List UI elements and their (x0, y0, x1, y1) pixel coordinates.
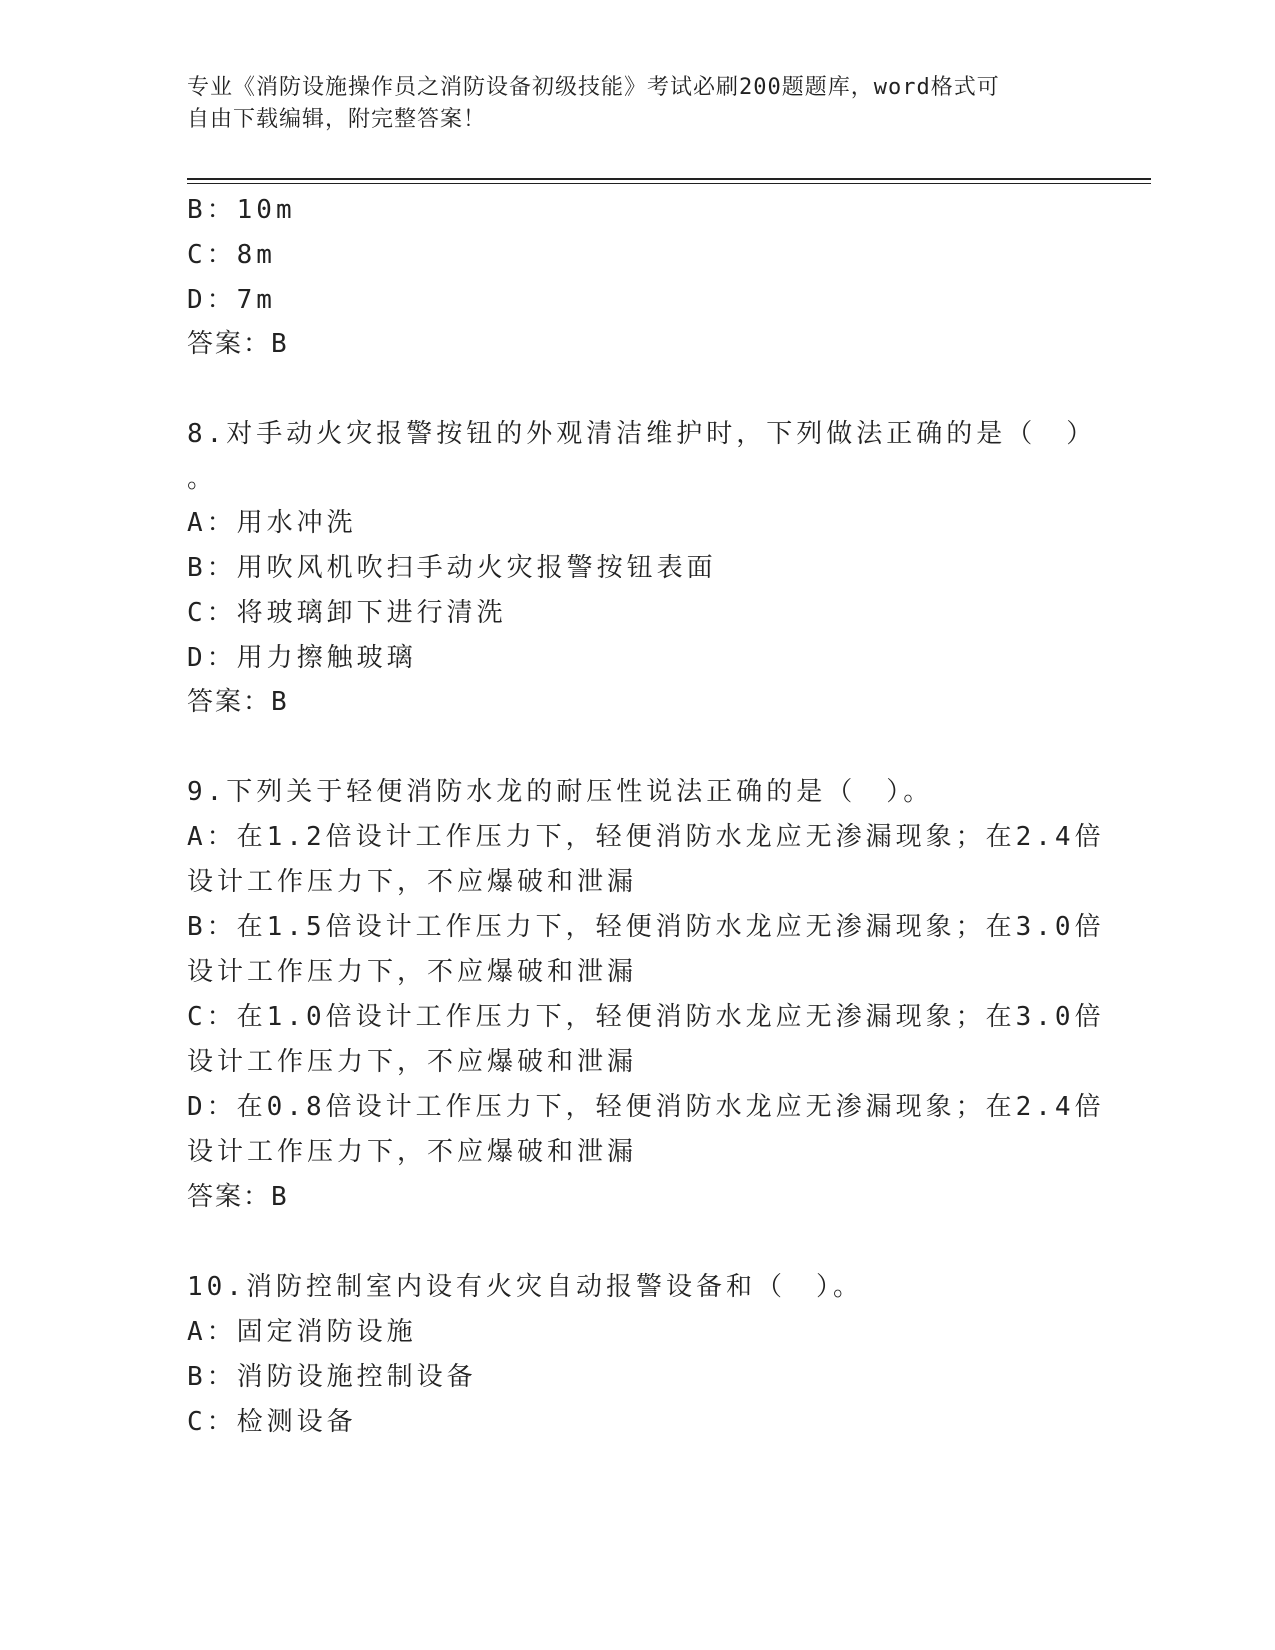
option-d-q8: D：用力擦触玻璃 (187, 643, 417, 673)
question-9: 9.下列关于轻便消防水龙的耐压性说法正确的是（ ）。 (187, 777, 934, 807)
header-rule-thick (187, 178, 1151, 180)
answer-q9: 答案：B (187, 1182, 289, 1212)
option-c-q9: C：在1.0倍设计工作压力下，轻便消防水龙应无渗漏现象；在3.0倍 (187, 1002, 1105, 1032)
answer-q8: 答案：B (187, 687, 289, 717)
option-c-q10: C：检测设备 (187, 1407, 357, 1437)
option-b-q9-continuation: 设计工作压力下，不应爆破和泄漏 (187, 957, 638, 987)
header-rule-thin (187, 183, 1151, 184)
option-b-q8: B：用吹风机吹扫手动火灾报警按钮表面 (187, 553, 717, 583)
question-10: 10.消防控制室内设有火灾自动报警设备和（ ）。 (187, 1272, 863, 1302)
answer-q7: 答案：B (187, 329, 289, 359)
option-b-q9: B：在1.5倍设计工作压力下，轻便消防水龙应无渗漏现象；在3.0倍 (187, 912, 1105, 942)
option-b-q7: B：10m (187, 195, 296, 225)
document-header (187, 72, 1087, 136)
header-line-2: 自由下载编辑，附完整答案！ (187, 107, 487, 132)
question-8-continuation: 。 (187, 464, 218, 494)
option-a-q8: A：用水冲洗 (187, 508, 357, 538)
header-line-1: 专业《消防设施操作员之消防设备初级技能》考试必刷200题题库，word格式可 (187, 75, 1000, 100)
option-b-q10: B：消防设施控制设备 (187, 1362, 477, 1392)
option-d-q9-continuation: 设计工作压力下，不应爆破和泄漏 (187, 1137, 638, 1167)
option-a-q9: A：在1.2倍设计工作压力下，轻便消防水龙应无渗漏现象；在2.4倍 (187, 822, 1105, 852)
option-c-q7: C：8m (187, 240, 276, 270)
option-d-q7: D：7m (187, 285, 276, 315)
option-c-q9-continuation: 设计工作压力下，不应爆破和泄漏 (187, 1047, 638, 1077)
question-8: 8.对手动火灾报警按钮的外观清洁维护时，下列做法正确的是（ ） (187, 419, 1097, 449)
option-a-q9-continuation: 设计工作压力下，不应爆破和泄漏 (187, 867, 638, 897)
option-a-q10: A：固定消防设施 (187, 1317, 417, 1347)
option-c-q8: C：将玻璃卸下进行清洗 (187, 598, 507, 628)
option-d-q9: D：在0.8倍设计工作压力下，轻便消防水龙应无渗漏现象；在2.4倍 (187, 1092, 1105, 1122)
